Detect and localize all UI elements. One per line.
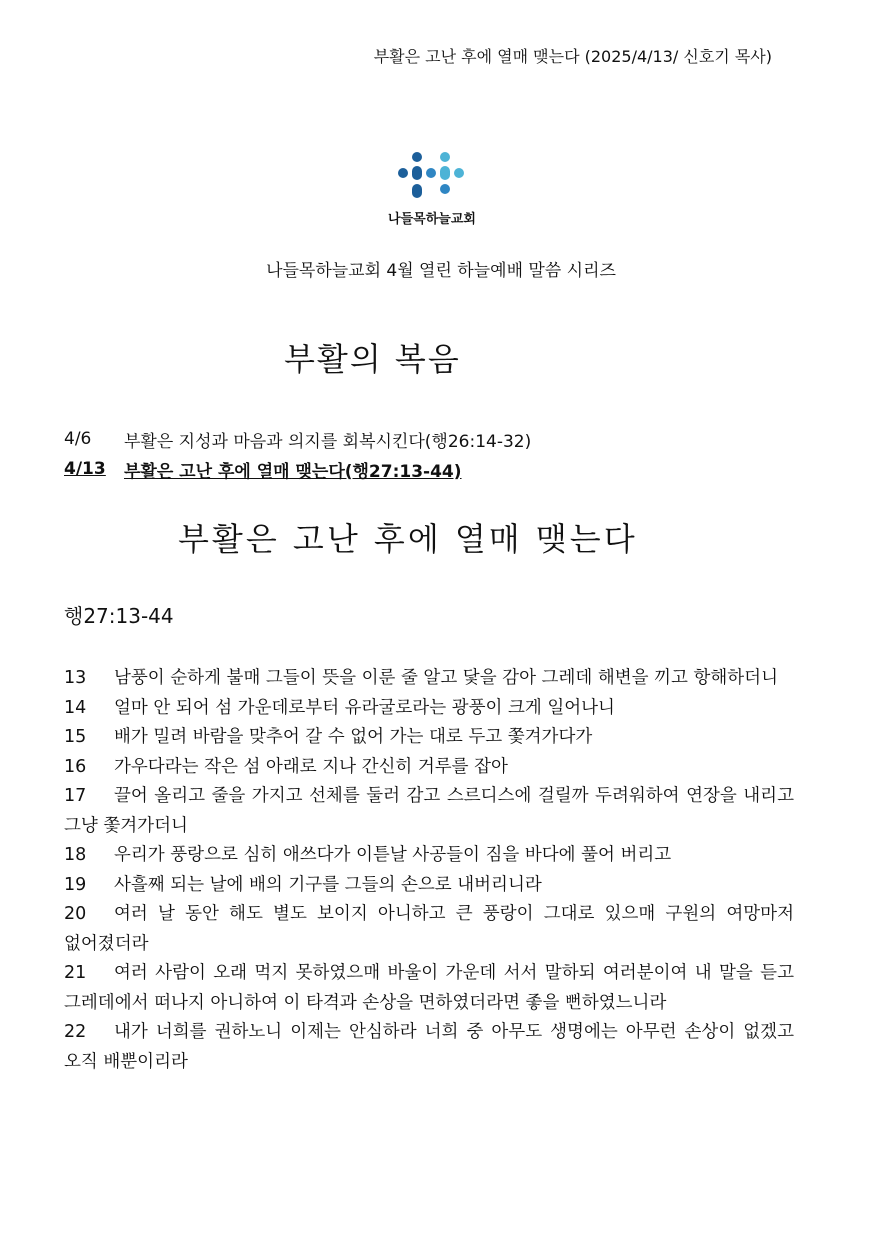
verse bbox=[64, 753, 794, 783]
schedule-title: 부활은 고난 후에 열매 맺는다(행27:13-44) bbox=[124, 461, 462, 482]
series-title: 부활의 복음 bbox=[284, 340, 461, 378]
verse-text: 가우다라는 작은 섬 아래로 지나 간신히 거루를 잡아 bbox=[114, 756, 508, 777]
verse-number: 22 bbox=[64, 1022, 87, 1042]
verse-text: 남풍이 순하게 불매 그들이 뜻을 이룬 줄 알고 닻을 감아 그레데 해변을 끼고 항해하더니 bbox=[114, 668, 778, 688]
verse-text: 내가 너희를 권하노니 이제는 안심하라 너희 중 아무도 생명에는 아무런 손상이 없겠고 오직 배뿐이리라 bbox=[64, 1022, 794, 1072]
verse bbox=[64, 782, 794, 841]
page-header: 부활은 고난 후에 열매 맺는다 (2025/4/13/ 신호기 목사) bbox=[373, 47, 772, 66]
verse bbox=[64, 1018, 794, 1077]
schedule-item bbox=[64, 424, 531, 454]
verse-number: 14 bbox=[64, 697, 87, 718]
sermon-title: 부활은 고난 후에 열매 맺는다 bbox=[178, 520, 638, 558]
verse bbox=[64, 664, 794, 694]
verse-number: 16 bbox=[64, 756, 87, 777]
church-logo-mark-icon bbox=[396, 152, 468, 200]
series-subtitle: 나들목하늘교회 4월 열린 하늘예배 말씀 시리즈 bbox=[266, 261, 616, 281]
verse-number: 13 bbox=[64, 668, 87, 688]
schedule-item-current bbox=[64, 454, 531, 484]
verse-number: 15 bbox=[64, 727, 87, 747]
scripture-reference: 행27:13-44 bbox=[64, 604, 174, 628]
verse-number: 19 bbox=[64, 874, 87, 895]
verse-text: 여러 사람이 오래 먹지 못하였으매 바울이 가운데 서서 말하되 여러분이여 내 말을 듣고 그레데에서 떠나지 아니하여 이 타격과 손상을 면하였더라면 좋을 뻔하였느니라 bbox=[64, 963, 794, 1013]
verse-text: 배가 밀려 바람을 맞추어 갈 수 없어 가는 대로 두고 쫓겨가다가 bbox=[114, 727, 593, 747]
verse-number: 20 bbox=[64, 904, 87, 924]
verse-text: 우리가 풍랑으로 심히 애쓰다가 이튿날 사공들이 짐을 바다에 풀어 버리고 bbox=[114, 845, 672, 865]
verse bbox=[64, 841, 794, 871]
verse bbox=[64, 959, 794, 1018]
verse bbox=[64, 694, 794, 724]
scripture-text bbox=[64, 664, 794, 1077]
verse-text: 끌어 올리고 줄을 가지고 선체를 둘러 감고 스르디스에 걸릴까 두려워하여 연장을 내리고 그냥 쫓겨가더니 bbox=[64, 786, 794, 836]
sermon-schedule bbox=[64, 424, 531, 484]
verse-text: 얼마 안 되어 섬 가운데로부터 유라굴로라는 광풍이 크게 일어나니 bbox=[114, 697, 615, 718]
verse bbox=[64, 900, 794, 959]
church-name: 나들목하늘교회 bbox=[388, 212, 476, 227]
church-logo bbox=[382, 152, 482, 227]
verse-text: 사흘째 되는 날에 배의 기구를 그들의 손으로 내버리니라 bbox=[114, 874, 542, 895]
verse-number: 21 bbox=[64, 963, 87, 983]
verse-text: 여러 날 동안 해도 별도 보이지 아니하고 큰 풍랑이 그대로 있으매 구원의 여망마저 없어졌더라 bbox=[64, 904, 794, 954]
schedule-date: 4/6 bbox=[64, 429, 92, 449]
verse bbox=[64, 723, 794, 753]
verse-number: 18 bbox=[64, 845, 87, 865]
verse bbox=[64, 871, 794, 901]
schedule-title: 부활은 지성과 마음과 의지를 회복시킨다(행26:14-32) bbox=[124, 431, 532, 452]
schedule-date: 4/13 bbox=[64, 459, 106, 479]
verse-number: 17 bbox=[64, 786, 87, 806]
